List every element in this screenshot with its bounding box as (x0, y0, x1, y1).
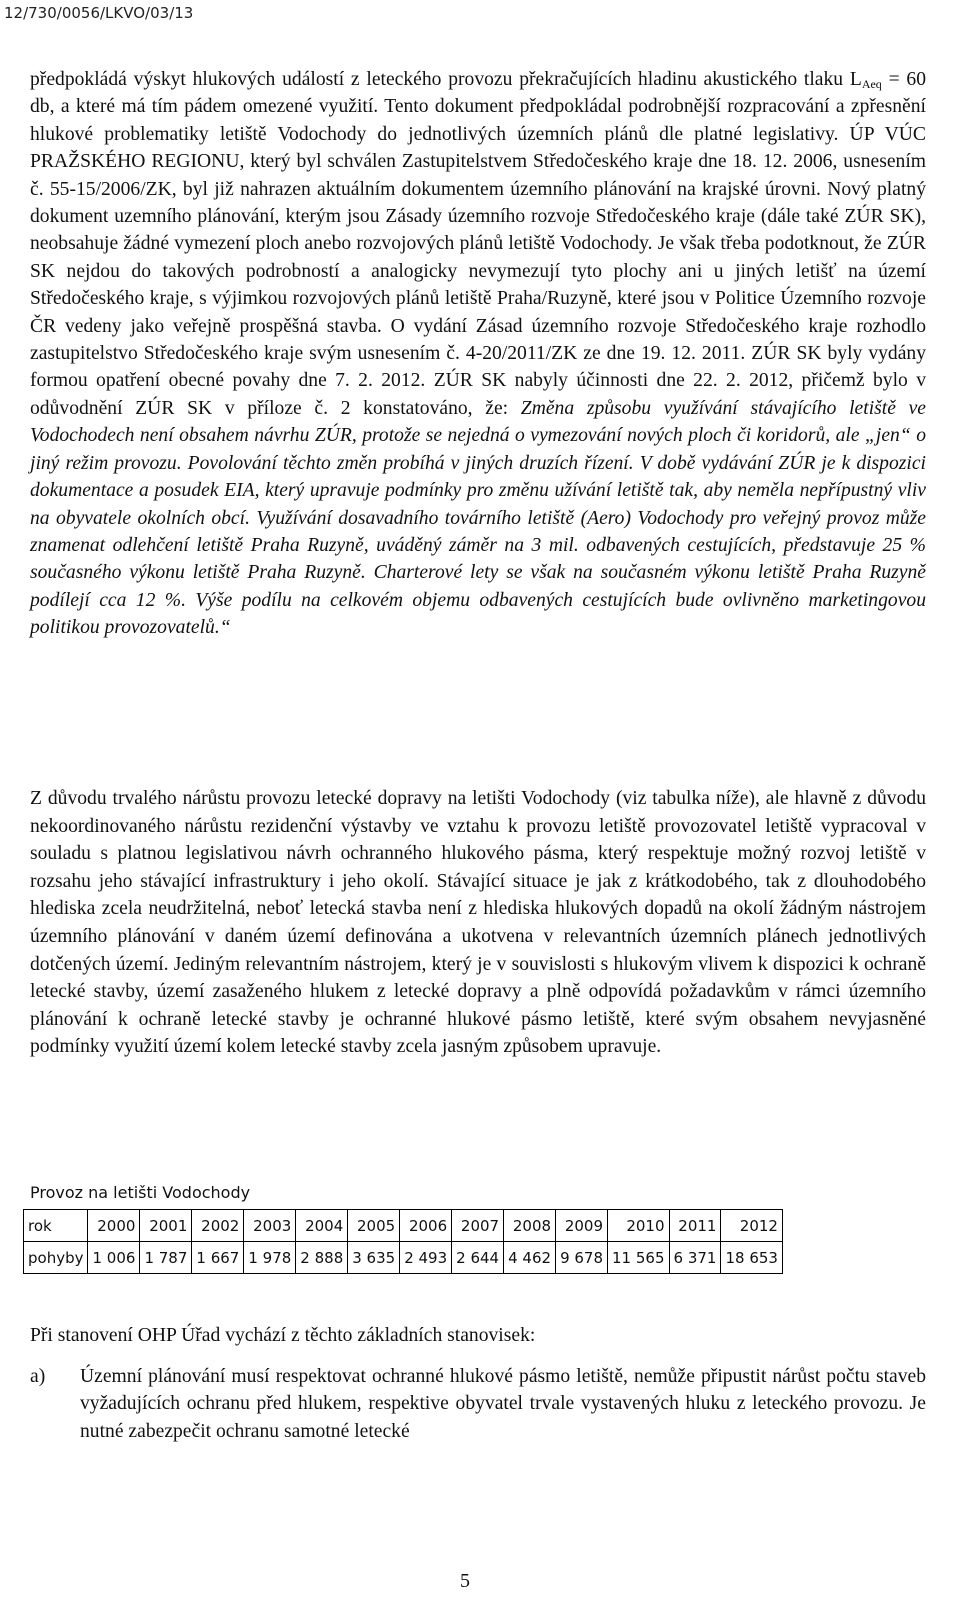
paragraph-2: Z důvodu trvalého nárůstu provozu letecké dopravy na letišti Vodochody (viz tabulka níže), ale hlavně z důvodu nekoordinovaného nárůstu rezidenční výstavby ve vztahu k provozu letiště provozovatel letiště vypracoval v souladu s platnou legislativou návrh ochranného hlukového pásma, který respektuje možný rozvoj letiště v rozsahu jeho stávající infrastruktury i jeho okolí. Stávající situace je jak z krátkodobého, tak z dlouhodobého hlediska zcela neudržitelná, neboť letecká stavba není z hlediska hlukových dopadů na okolí žádným nástrojem územního plánování v daném území definována a ukotvena v relevantních územních plánech jednotlivých dotčených území. Jediným relevantním nástrojem, který je v souvislosti s hlukovým vlivem k dispozici k ochraně letecké stavby, území zasaženého hlukem z letecké dopravy a plně odpovídá požadavkům v rámci územního plánování k ochraně letecké stavby je ochranné hlukové pásmo letiště, které svým obsahem nevyjasněné podmínky využití území kolem letecké stavby zcela jasným způsobem upravuje. (30, 788, 926, 1058)
year-cell: 2012 (721, 1210, 783, 1242)
movement-cell: 18 653 (721, 1242, 783, 1274)
paragraph-1-text-b: = 60 db, a které má tím pádem omezené využití. Tento dokument předpokládal podrobnější rozpracování a zpřesnění hlukové problematiky letiště Vodochody do jednotlivých územních plánů dle platné legislativy. ÚP VÚC PRAŽSKÉHO REGIONU, který byl schválen Zastupitelstvem Středočeského kraje dne 18. 12. 2006, usnesením č. 55-15/2006/ZK, byl již nahrazen aktuálním dokumentem územního plánování na krajské úrovni. Nový platný dokument uzemního plánování, kterým jsou Zásady územního rozvoje Středočeského kraje (dále také ZÚR SK), neobsahuje žádné vymezení ploch anebo rozvojových plánů letiště Vodochody. Je však třeba podotknout, že ZÚR SK nejdou do takových podrobností a analogicky nevymezují tyto plochy ani u jiných letišť na území Středočeského kraje, s výjimkou rozvojových plánů letiště Praha/Ruzyně, které jsou v Politice Územního rozvoje ČR vedeny jako veřejně prospěšná stavba. O vydání Zásad územního rozvoje Středočeského kraje rozhodlo zastupitelstvo Středočeského kraje svým usnesením č. 4-20/2011/ZK ze dne 19. 12. 2011. ZÚR SK byly vydány formou opatření obecné povahy dne 7. 2. 2012. ZÚR SK nabyly účinnosti dne 22. 2. 2012, přičemž bylo v odůvodnění ZÚR SK v příloze č. 2 konstatováno, že: (30, 69, 926, 419)
list-item (30, 1363, 926, 1445)
year-cell: 2001 (140, 1210, 192, 1242)
traffic-table (23, 1209, 783, 1274)
table-row-movements (24, 1242, 783, 1274)
year-cell: 2006 (400, 1210, 452, 1242)
movement-cell: 2 493 (400, 1242, 452, 1274)
paragraph-1 (30, 66, 926, 642)
year-cell: 2011 (669, 1210, 721, 1242)
list-item-text: Územní plánování musí respektovat ochranné hlukové pásmo letiště, nemůže připustit nárůst počtu staveb vyžadujících ochranu před hlukem, respektive obyvatel trvale vystavených hluku z leteckého provozu. Je nutné zabezpečit ochranu samotné letecké (80, 1366, 926, 1442)
row-label-movements: pohyby (24, 1242, 88, 1274)
movement-cell: 4 462 (504, 1242, 556, 1274)
movement-cell: 2 644 (452, 1242, 504, 1274)
paragraph-1-text-a: předpokládá výskyt hlukových událostí z leteckého provozu překračujících hladinu akustického tlaku L (30, 69, 862, 90)
year-cell: 2004 (296, 1210, 348, 1242)
movement-cell: 2 888 (296, 1242, 348, 1274)
year-cell: 2010 (608, 1210, 670, 1242)
list-lead: Při stanovení OHP Úřad vychází z těchto základních stanovisek: (30, 1325, 536, 1346)
year-cell: 2008 (504, 1210, 556, 1242)
movement-cell: 3 635 (348, 1242, 400, 1274)
year-cell: 2002 (192, 1210, 244, 1242)
year-cell: 2007 (452, 1210, 504, 1242)
table-row-years (24, 1210, 783, 1242)
movement-cell: 6 371 (669, 1242, 721, 1274)
movement-cell: 9 678 (556, 1242, 608, 1274)
table-title: Provoz na letišti Vodochody (30, 1183, 251, 1202)
movement-cell: 1 667 (192, 1242, 244, 1274)
year-cell: 2003 (244, 1210, 296, 1242)
row-label-year: rok (24, 1210, 88, 1242)
year-cell: 2000 (88, 1210, 140, 1242)
movement-cell: 1 787 (140, 1242, 192, 1274)
movement-cell: 1 006 (88, 1242, 140, 1274)
movement-cell: 1 978 (244, 1242, 296, 1274)
year-cell: 2009 (556, 1210, 608, 1242)
page-number: 5 (460, 1570, 470, 1592)
laeq-subscript: Aeq (861, 77, 882, 91)
movement-cell: 11 565 (608, 1242, 670, 1274)
list-marker: a) (30, 1366, 46, 1387)
year-cell: 2005 (348, 1210, 400, 1242)
document-id: 12/730/0056/LKVO/03/13 (4, 4, 194, 22)
zur-quote: Změna způsobu využívání stávajícího letiště ve Vodochodech není obsahem návrhu ZÚR, protože se nejedná o vymezování nových ploch či koridorů, ale „jen“ o jiný režim provozu. Povolování těchto změn probíhá v jiných druzích řízení. V době vydávání ZÚR je k dispozici dokumentace a posudek EIA, který upravuje podmínky pro změnu užívání letiště tak, aby neměla nepřípustný vliv na obyvatele okolních obcí. Využívání dosavadního továrního letiště (Aero) Vodochody pro veřejný provoz může znamenat odlehčení letiště Praha Ruzyně, uváděný záměr na 3 mil. odbavených cestujících, představuje 25 % současného výkonu letiště Praha Ruzyně. Charterové lety se však na současném výkonu letiště Praha Ruzyně podílejí cca 12 %. Výše podílu na celkovém objemu odbavených cestujících bude ovlivněno marketingovou politikou provozovatelů.“ (30, 397, 926, 639)
